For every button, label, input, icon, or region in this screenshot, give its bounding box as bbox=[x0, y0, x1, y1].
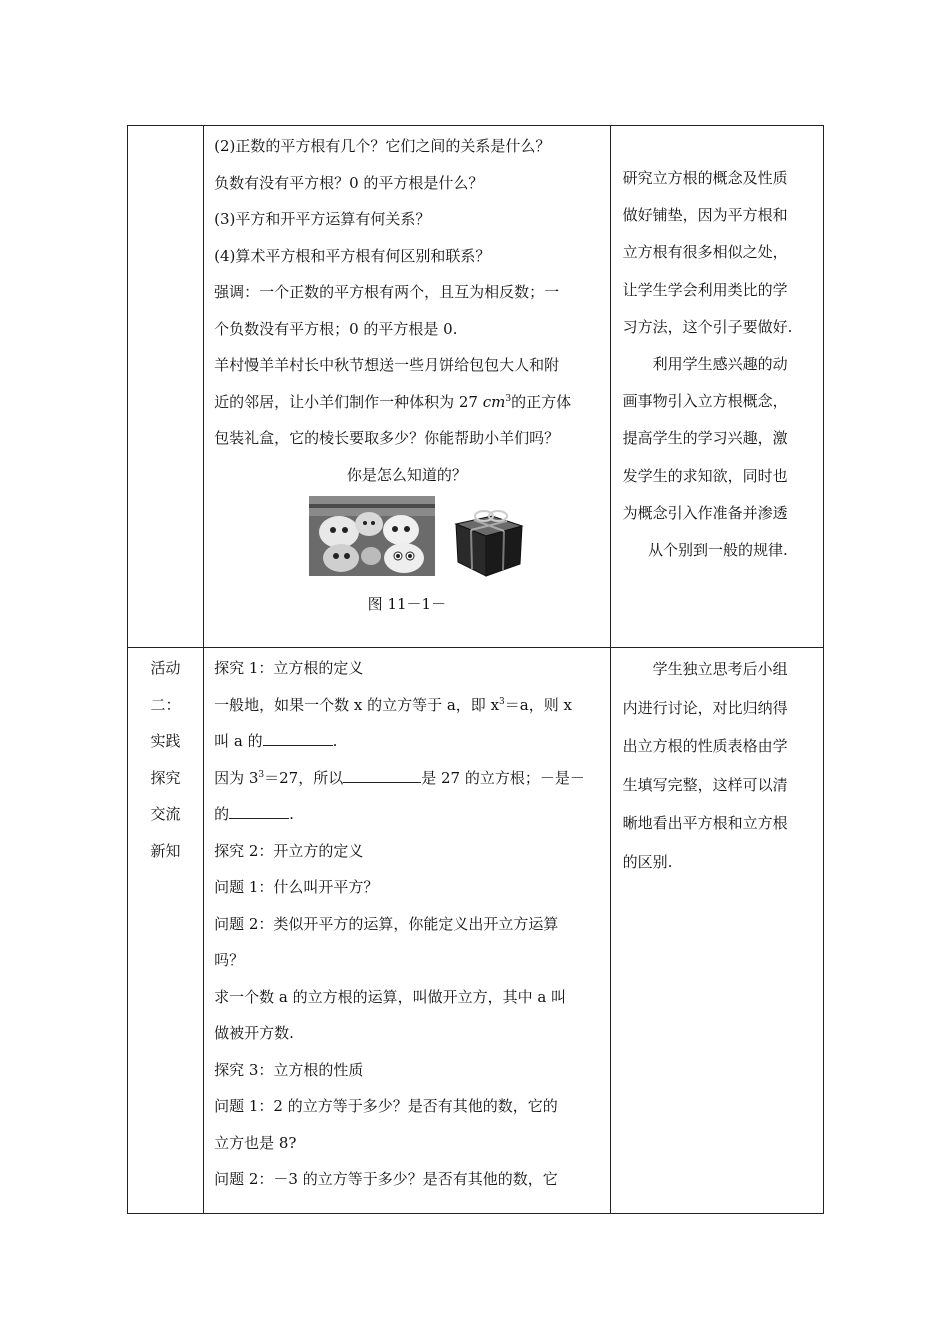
text-line: 问题 2：类似开平方的运算，你能定义出开立方运算 bbox=[214, 914, 559, 933]
section-heading: 探究 1：立方根的定义 bbox=[214, 659, 364, 677]
fill-blank[interactable] bbox=[263, 731, 333, 746]
note-line: 晰地看出平方根和立方根 bbox=[622, 814, 788, 832]
note-line: 立方根有很多相似之处， bbox=[622, 243, 788, 262]
note-line: 发学生的求知欲，同时也 bbox=[622, 466, 788, 485]
content-cell bbox=[204, 126, 611, 648]
note-line: 利用学生感兴趣的动 bbox=[652, 355, 788, 374]
notes-cell bbox=[610, 126, 823, 648]
figure-caption: 图 11－1－ bbox=[367, 595, 447, 613]
gift-box-image bbox=[446, 502, 528, 580]
text-line: (2)正数的平方根有几个？它们之间的关系是什么？ bbox=[214, 137, 551, 155]
text-line: 问题 1：什么叫开平方？ bbox=[214, 878, 379, 896]
note-line: 做好铺垫，因为平方根和 bbox=[622, 206, 788, 225]
fill-blank[interactable] bbox=[343, 768, 421, 783]
activity-label: 活动 bbox=[150, 659, 181, 677]
note-line: 习方法，这个引子要做好. bbox=[622, 317, 793, 336]
activity-label: 探究 bbox=[150, 768, 181, 787]
table-row bbox=[128, 648, 824, 1214]
note-line: 的区别. bbox=[622, 852, 673, 871]
figure-group bbox=[214, 496, 600, 586]
activity-label: 交流 bbox=[150, 805, 181, 824]
text-line: 一般地，如果一个数 x 的立方等于 a，即 $x^3=a$，则 x bbox=[214, 695, 572, 714]
question-line: 你是怎么知道的？ bbox=[346, 465, 467, 484]
note-line: 研究立方根的概念及性质 bbox=[622, 169, 788, 187]
note-line: 让学生学会利用类比的学 bbox=[622, 280, 788, 299]
text-line: 立方也是 8? bbox=[214, 1133, 297, 1152]
activity-cell-empty bbox=[128, 126, 204, 648]
activity-label: 新知 bbox=[150, 841, 181, 860]
note-line: 出立方根的性质表格由学 bbox=[622, 737, 788, 755]
text-line: 吗？ bbox=[214, 951, 245, 969]
text-line: 包装礼盒，它的棱长要取多少？你能帮助小羊们吗？ bbox=[214, 429, 560, 447]
cartoon-sheep-image bbox=[309, 496, 435, 576]
table-row bbox=[128, 126, 824, 648]
activity-cell bbox=[128, 648, 204, 1214]
note-line: 内进行讨论，对比归纳得 bbox=[622, 698, 788, 717]
notes-cell bbox=[610, 648, 823, 1214]
lesson-plan-table bbox=[127, 125, 824, 1214]
text-line: 因为 $3^3=27$，所以 是 27 的立方根；－是－ bbox=[214, 768, 585, 787]
section-heading: 探究 2：开立方的定义 bbox=[214, 841, 364, 860]
note-line: 从个别到一般的规律. bbox=[647, 541, 788, 560]
text-line: 做被开方数. bbox=[214, 1024, 294, 1042]
text-line: 个负数没有平方根；0 的平方根是 0. bbox=[214, 319, 458, 338]
note-line: 为概念引入作准备并渗透 bbox=[622, 503, 788, 522]
section-heading: 探究 3：立方根的性质 bbox=[214, 1060, 364, 1079]
text-line: (3)平方和开平方运算有何关系？ bbox=[214, 210, 431, 228]
text-line: 问题 1：2 的立方等于多少？是否有其他的数，它的 bbox=[214, 1097, 558, 1115]
note-line: 学生独立思考后小组 bbox=[652, 660, 788, 678]
text-line: 问题 2：－3 的立方等于多少？是否有其他的数，它 bbox=[214, 1170, 558, 1188]
note-line: 提高学生的学习兴趣，激 bbox=[622, 429, 788, 448]
activity-label: 二： bbox=[150, 695, 181, 714]
note-line: 生填写完整，这样可以清 bbox=[622, 775, 788, 794]
text-line: 羊村慢羊羊村长中秋节想送一些月饼给包包大人和附 bbox=[214, 356, 560, 374]
text-line: 求一个数 a 的立方根的运算，叫做开立方，其中 a 叫 bbox=[214, 987, 567, 1006]
fill-blank[interactable] bbox=[229, 804, 289, 819]
note-line: 画事物引入立方根概念， bbox=[622, 392, 788, 411]
activity-label: 实践 bbox=[150, 732, 181, 751]
text-line: (4)算术平方根和平方根有何区别和联系？ bbox=[214, 246, 491, 265]
text-line: 的 . bbox=[214, 805, 294, 823]
text-line: 叫 a 的 . bbox=[214, 732, 338, 750]
text-line: 强调：一个正数的平方根有两个，且互为相反数；一 bbox=[214, 283, 560, 301]
text-line-volume: 近的邻居，让小羊们制作一种体积为 27 $cm^3$的正方体 bbox=[214, 392, 572, 411]
content-cell bbox=[204, 648, 611, 1214]
text-line: 负数有没有平方根？0 的平方根是什么？ bbox=[214, 173, 484, 192]
